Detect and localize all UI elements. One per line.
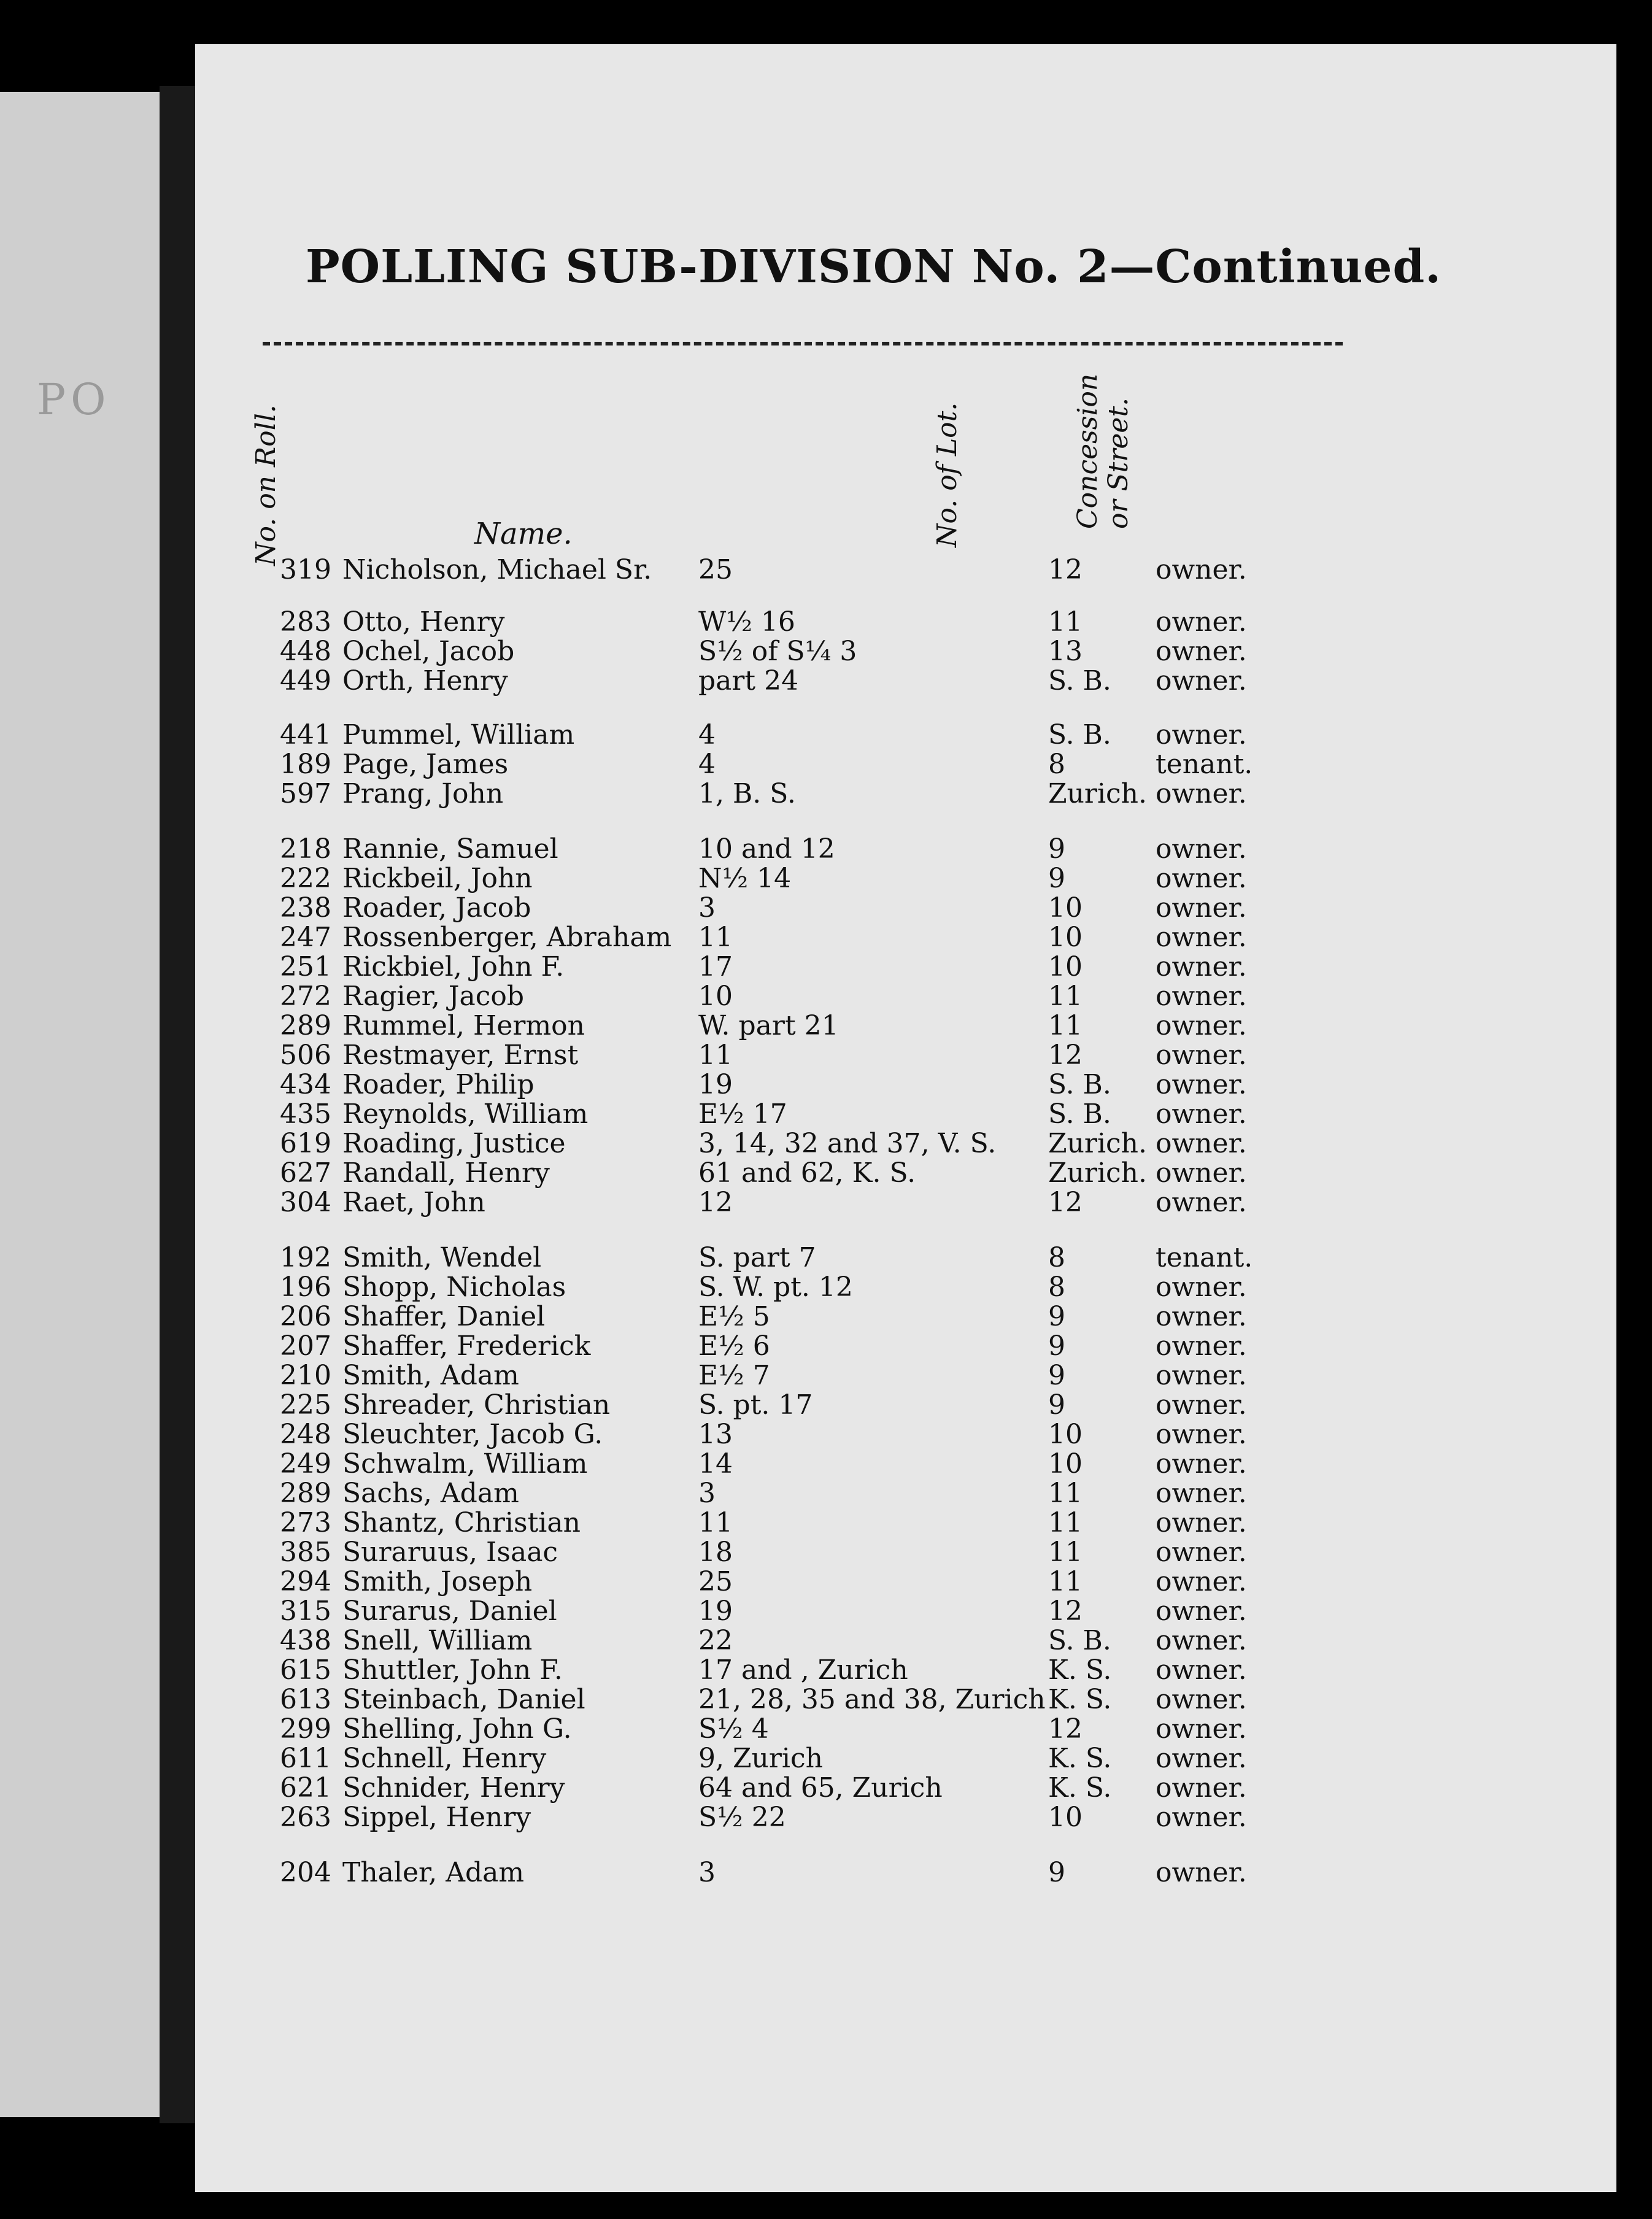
header-concession xyxy=(1073,374,1134,529)
roll-number: 597 xyxy=(280,778,331,809)
status: owner. xyxy=(1156,1654,1247,1686)
roll-number: 613 xyxy=(280,1684,331,1715)
concession: 11 xyxy=(1048,981,1083,1012)
lot-number: 11 xyxy=(698,1507,733,1538)
status: owner. xyxy=(1156,1478,1247,1509)
status: owner. xyxy=(1156,1272,1247,1303)
lot-number: 25 xyxy=(698,1566,733,1597)
concession: K. S. xyxy=(1048,1684,1112,1715)
roll-number: 627 xyxy=(280,1157,331,1189)
roll-number: 249 xyxy=(280,1448,331,1480)
voter-name: Pummel, William xyxy=(342,719,575,751)
concession: Zurich. xyxy=(1048,1157,1147,1189)
status: owner. xyxy=(1156,922,1247,953)
voter-name: Shreader, Christian xyxy=(342,1389,611,1421)
concession: 10 xyxy=(1048,1419,1083,1450)
roll-number: 315 xyxy=(280,1596,331,1627)
status: owner. xyxy=(1156,606,1247,638)
status: owner. xyxy=(1156,981,1247,1012)
status: owner. xyxy=(1156,1743,1247,1774)
concession: 12 xyxy=(1048,1713,1083,1745)
concession: 11 xyxy=(1048,1478,1083,1509)
lot-number: 9, Zurich xyxy=(698,1743,823,1774)
status: owner. xyxy=(1156,1537,1247,1568)
status: owner. xyxy=(1156,636,1247,667)
header-roll-number: No. on Roll. xyxy=(250,404,282,566)
voter-name: Page, James xyxy=(342,749,509,780)
roll-number: 222 xyxy=(280,863,331,894)
voter-name: Raet, John xyxy=(342,1187,485,1218)
voter-name: Sleuchter, Jacob G. xyxy=(342,1419,603,1450)
status: owner. xyxy=(1156,554,1247,585)
voter-name: Otto, Henry xyxy=(342,606,505,638)
voter-name: Reynolds, William xyxy=(342,1098,589,1130)
lot-number: 18 xyxy=(698,1537,733,1568)
lot-number: E½ 17 xyxy=(698,1098,787,1130)
voter-name: Smith, Wendel xyxy=(342,1242,542,1273)
concession: S. B. xyxy=(1048,1069,1111,1100)
lot-number: 4 xyxy=(698,719,716,751)
concession: S. B. xyxy=(1048,665,1111,697)
concession: 10 xyxy=(1048,922,1083,953)
voter-name: Prang, John xyxy=(342,778,504,809)
roll-number: 304 xyxy=(280,1187,331,1218)
lot-number: E½ 6 xyxy=(698,1330,770,1362)
voter-name: Steinbach, Daniel xyxy=(342,1684,585,1715)
voter-name: Schwalm, William xyxy=(342,1448,588,1480)
title-rule xyxy=(263,342,1343,345)
voter-name: Schnell, Henry xyxy=(342,1743,547,1774)
concession: 12 xyxy=(1048,554,1083,585)
status: owner. xyxy=(1156,1389,1247,1421)
roll-number: 438 xyxy=(280,1625,331,1656)
roll-number: 294 xyxy=(280,1566,331,1597)
voter-name: Shaffer, Frederick xyxy=(342,1330,591,1362)
lot-number: 22 xyxy=(698,1625,733,1656)
concession: 12 xyxy=(1048,1040,1083,1071)
concession: 8 xyxy=(1048,1242,1065,1273)
roll-number: 283 xyxy=(280,606,331,638)
voter-name: Sachs, Adam xyxy=(342,1478,519,1509)
lot-number: 11 xyxy=(698,1040,733,1071)
voter-name: Shaffer, Daniel xyxy=(342,1301,546,1332)
status: owner. xyxy=(1156,719,1247,751)
concession: S. B. xyxy=(1048,1098,1111,1130)
concession: Zurich. xyxy=(1048,778,1147,809)
voter-name: Ragier, Jacob xyxy=(342,981,524,1012)
voter-name: Shantz, Christian xyxy=(342,1507,581,1538)
status: owner. xyxy=(1156,1187,1247,1218)
roll-number: 611 xyxy=(280,1743,331,1774)
status: owner. xyxy=(1156,1802,1247,1833)
voter-name: Roading, Justice xyxy=(342,1128,566,1159)
voter-name: Smith, Joseph xyxy=(342,1566,533,1597)
voter-name: Ochel, Jacob xyxy=(342,636,515,667)
concession: K. S. xyxy=(1048,1654,1112,1686)
status: owner. xyxy=(1156,1625,1247,1656)
voter-name: Nicholson, Michael Sr. xyxy=(342,554,652,585)
roll-number: 189 xyxy=(280,749,331,780)
lot-number: 19 xyxy=(698,1596,733,1627)
concession: 11 xyxy=(1048,1507,1083,1538)
voter-name: Shopp, Nicholas xyxy=(342,1272,566,1303)
voter-name: Sippel, Henry xyxy=(342,1802,531,1833)
roll-number: 225 xyxy=(280,1389,331,1421)
roll-number: 435 xyxy=(280,1098,331,1130)
roll-number: 272 xyxy=(280,981,331,1012)
lot-number: 61 and 62, K. S. xyxy=(698,1157,916,1189)
lot-number: E½ 7 xyxy=(698,1360,770,1391)
lot-number: N½ 14 xyxy=(698,863,792,894)
concession: 12 xyxy=(1048,1187,1083,1218)
roll-number: 251 xyxy=(280,951,331,982)
concession: 13 xyxy=(1048,636,1083,667)
roll-number: 247 xyxy=(280,922,331,953)
header-concession-line1: Concession xyxy=(1072,373,1103,529)
lot-number: 17 xyxy=(698,951,733,982)
roll-number: 434 xyxy=(280,1069,331,1100)
concession: 11 xyxy=(1048,1537,1083,1568)
concession: S. B. xyxy=(1048,719,1111,751)
voter-name: Roader, Philip xyxy=(342,1069,535,1100)
roll-number: 204 xyxy=(280,1857,331,1888)
book-gutter xyxy=(160,86,196,2123)
concession: K. S. xyxy=(1048,1743,1112,1774)
concession: 8 xyxy=(1048,1272,1065,1303)
status: owner. xyxy=(1156,1010,1247,1041)
left-page-edge xyxy=(0,92,160,2117)
concession: 9 xyxy=(1048,1330,1065,1362)
header-lot: No. of Lot. xyxy=(932,402,963,547)
voter-name: Shelling, John G. xyxy=(342,1713,572,1745)
voter-name: Smith, Adam xyxy=(342,1360,519,1391)
header-name: Name. xyxy=(474,517,573,551)
status: owner. xyxy=(1156,1448,1247,1480)
lot-number: 10 xyxy=(698,981,733,1012)
roll-number: 273 xyxy=(280,1507,331,1538)
voter-name: Shuttler, John F. xyxy=(342,1654,563,1686)
lot-number: 14 xyxy=(698,1448,733,1480)
status: owner. xyxy=(1156,1128,1247,1159)
voter-name: Thaler, Adam xyxy=(342,1857,525,1888)
lot-number: 4 xyxy=(698,749,716,780)
lot-number: 3 xyxy=(698,1857,716,1888)
lot-number: 12 xyxy=(698,1187,733,1218)
header-concession-line2: or Street. xyxy=(1103,397,1134,529)
concession: Zurich. xyxy=(1048,1128,1147,1159)
concession: 9 xyxy=(1048,863,1065,894)
lot-number: part 24 xyxy=(698,665,799,697)
status: owner. xyxy=(1156,1098,1247,1130)
concession: 9 xyxy=(1048,1389,1065,1421)
voter-name: Surarus, Daniel xyxy=(342,1596,557,1627)
status: owner. xyxy=(1156,1040,1247,1071)
lot-number: 19 xyxy=(698,1069,733,1100)
voter-name: Rummel, Hermon xyxy=(342,1010,585,1041)
status: tenant. xyxy=(1156,1242,1253,1273)
voter-name: Schnider, Henry xyxy=(342,1772,565,1804)
lot-number: W½ 16 xyxy=(698,606,795,638)
concession: 10 xyxy=(1048,892,1083,924)
lot-number: S. pt. 17 xyxy=(698,1389,813,1421)
concession: 11 xyxy=(1048,606,1083,638)
lot-number: 3 xyxy=(698,1478,716,1509)
roll-number: 289 xyxy=(280,1478,331,1509)
concession: 8 xyxy=(1048,749,1065,780)
roll-number: 206 xyxy=(280,1301,331,1332)
roll-number: 299 xyxy=(280,1713,331,1745)
status: owner. xyxy=(1156,833,1247,865)
lot-number: E½ 5 xyxy=(698,1301,770,1332)
roll-number: 248 xyxy=(280,1419,331,1450)
lot-number: W. part 21 xyxy=(698,1010,839,1041)
status: owner. xyxy=(1156,1507,1247,1538)
roll-number: 448 xyxy=(280,636,331,667)
voter-name: Snell, William xyxy=(342,1625,533,1656)
status: owner. xyxy=(1156,1360,1247,1391)
concession: 10 xyxy=(1048,1448,1083,1480)
register-page xyxy=(195,44,1616,2192)
page-title: POLLING SUB-DIVISION No. 2—Continued. xyxy=(306,241,1442,293)
roll-number: 385 xyxy=(280,1537,331,1568)
lot-number: 17 and , Zurich xyxy=(698,1654,908,1686)
lot-number: S½ 4 xyxy=(698,1713,769,1745)
concession: 9 xyxy=(1048,1360,1065,1391)
lot-number: 64 and 65, Zurich xyxy=(698,1772,943,1804)
lot-number: 11 xyxy=(698,922,733,953)
roll-number: 210 xyxy=(280,1360,331,1391)
voter-name: Suraruus, Isaac xyxy=(342,1537,558,1568)
status: owner. xyxy=(1156,1772,1247,1804)
concession: 9 xyxy=(1048,1301,1065,1332)
lot-number: S. part 7 xyxy=(698,1242,816,1273)
voter-name: Rossenberger, Abraham xyxy=(342,922,672,953)
roll-number: 621 xyxy=(280,1772,331,1804)
voter-name: Rickbeil, John xyxy=(342,863,533,894)
status: owner. xyxy=(1156,1857,1247,1888)
lot-number: 3, 14, 32 and 37, V. S. xyxy=(698,1128,997,1159)
status: owner. xyxy=(1156,1330,1247,1362)
concession: 12 xyxy=(1048,1596,1083,1627)
concession: 11 xyxy=(1048,1010,1083,1041)
voter-name: Restmayer, Ernst xyxy=(342,1040,579,1071)
concession: 9 xyxy=(1048,1857,1065,1888)
status: owner. xyxy=(1156,1713,1247,1745)
roll-number: 196 xyxy=(280,1272,331,1303)
status: owner. xyxy=(1156,863,1247,894)
status: owner. xyxy=(1156,1684,1247,1715)
status: owner. xyxy=(1156,1566,1247,1597)
roll-number: 289 xyxy=(280,1010,331,1041)
roll-number: 506 xyxy=(280,1040,331,1071)
status: owner. xyxy=(1156,1419,1247,1450)
roll-number: 207 xyxy=(280,1330,331,1362)
concession: 11 xyxy=(1048,1566,1083,1597)
status: owner. xyxy=(1156,665,1247,697)
voter-name: Randall, Henry xyxy=(342,1157,550,1189)
concession: 9 xyxy=(1048,833,1065,865)
status: owner. xyxy=(1156,1157,1247,1189)
concession: K. S. xyxy=(1048,1772,1112,1804)
concession: 10 xyxy=(1048,1802,1083,1833)
lot-number: S½ 22 xyxy=(698,1802,786,1833)
lot-number: S. W. pt. 12 xyxy=(698,1272,853,1303)
status: owner. xyxy=(1156,1596,1247,1627)
voter-name: Rickbiel, John F. xyxy=(342,951,565,982)
lot-number: 25 xyxy=(698,554,733,585)
roll-number: 615 xyxy=(280,1654,331,1686)
lot-number: 21, 28, 35 and 38, Zurich xyxy=(698,1684,1046,1715)
voter-name: Rannie, Samuel xyxy=(342,833,558,865)
roll-number: 263 xyxy=(280,1802,331,1833)
left-page-fragment: PO xyxy=(37,374,111,425)
roll-number: 238 xyxy=(280,892,331,924)
roll-number: 319 xyxy=(280,554,331,585)
lot-number: 13 xyxy=(698,1419,733,1450)
lot-number: S½ of S¼ 3 xyxy=(698,636,857,667)
status: tenant. xyxy=(1156,749,1253,780)
lot-number: 10 and 12 xyxy=(698,833,835,865)
voter-name: Orth, Henry xyxy=(342,665,508,697)
roll-number: 192 xyxy=(280,1242,331,1273)
status: owner. xyxy=(1156,892,1247,924)
roll-number: 218 xyxy=(280,833,331,865)
status: owner. xyxy=(1156,951,1247,982)
lot-number: 3 xyxy=(698,892,716,924)
voter-name: Roader, Jacob xyxy=(342,892,531,924)
status: owner. xyxy=(1156,1069,1247,1100)
concession: S. B. xyxy=(1048,1625,1111,1656)
roll-number: 449 xyxy=(280,665,331,697)
status: owner. xyxy=(1156,778,1247,809)
roll-number: 441 xyxy=(280,719,331,751)
lot-number: 1, B. S. xyxy=(698,778,796,809)
concession: 10 xyxy=(1048,951,1083,982)
roll-number: 619 xyxy=(280,1128,331,1159)
status: owner. xyxy=(1156,1301,1247,1332)
